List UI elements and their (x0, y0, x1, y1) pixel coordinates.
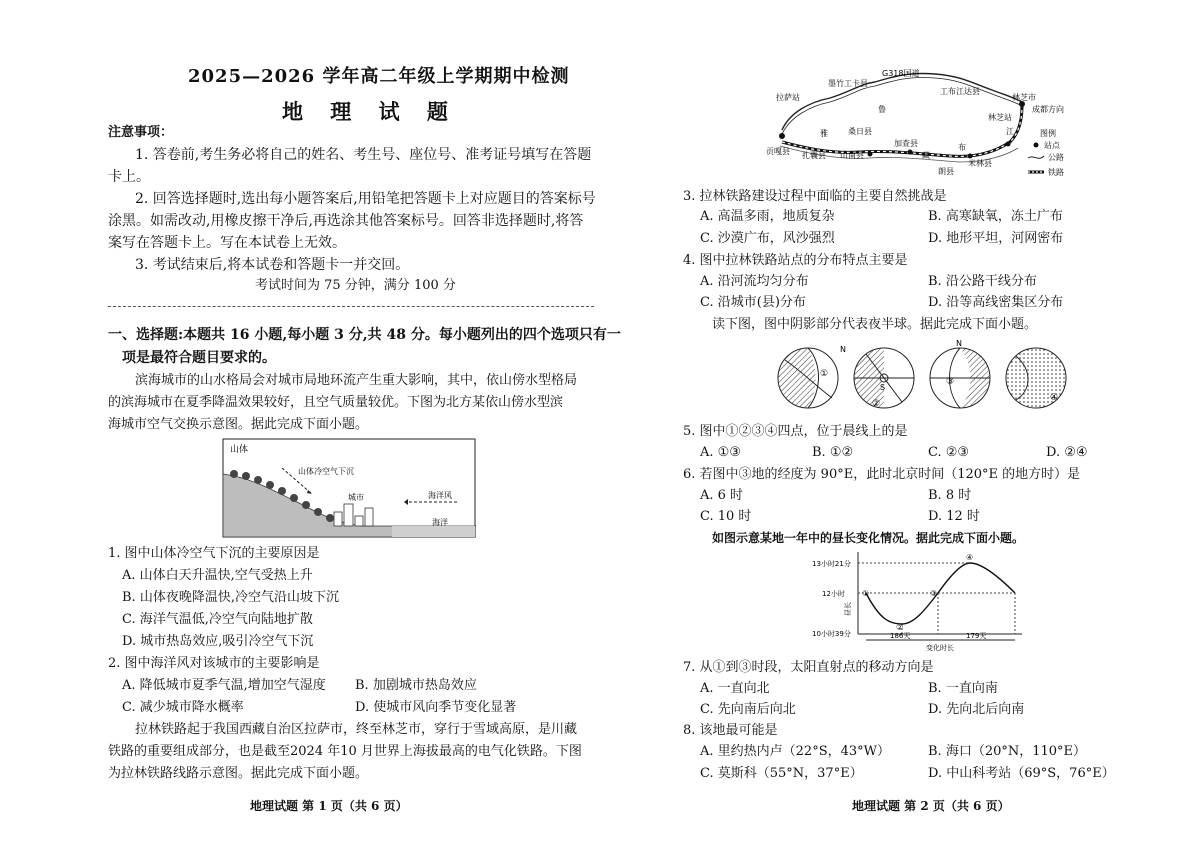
notice-line: 案写在答题卡上。写在本试卷上无效。 (108, 235, 346, 251)
map-label-linzhi-station: 林芝站 (988, 113, 1012, 122)
map-label-zhanang: 扎囊县 (802, 151, 826, 160)
q1-option-b: B. 山体夜晚降温快,冷空气沿山坡下沉 (122, 590, 339, 605)
divider (108, 306, 594, 307)
q6-option-b: B. 8 时 (928, 488, 972, 503)
q3-option-d: D. 地形平坦，河网密布 (928, 231, 1064, 246)
q1-option-a: A. 山体白天升温快,空气受热上升 (122, 568, 313, 583)
notice-heading: 注意事项： (108, 125, 174, 140)
intro-paragraph: 滨海城市的山水格局会对城市局地环流产生重大影响，其中，依山傍水型格局 (135, 373, 578, 388)
globe-n-label: N (956, 340, 962, 348)
map-label-gongbu: 工布江达县 (940, 87, 980, 96)
map-label-shannan: 山南县 (840, 151, 864, 160)
notice-line: 1. 答卷前,考生务必将自己的姓名、考生号、座位号、准考证号填写在答题 (135, 147, 592, 163)
notice-line: 卡上。 (108, 169, 150, 185)
exam-title: 2025—2026 学年高二年级上学期期中检测 (188, 66, 570, 87)
q8-option-b: B. 海口（20°N，110°E） (928, 744, 1087, 759)
intro-paragraph: 读下图，图中阴影部分代表夜半球。据此完成下面小题。 (712, 317, 1038, 332)
q8-option-d: D. 中山科考站（69°S，76°E） (928, 766, 1115, 781)
point-2-label: ② (896, 623, 904, 632)
globe-point-1: ① (820, 369, 829, 379)
intro-paragraph: 铁路的重要组成部分，也是截至2024 年10 月世界上海拔最高的电气化铁路。下图 (108, 744, 582, 759)
notice-line: 3. 考试结束后,将本试卷和答题卡一并交回。 (135, 257, 410, 273)
legend-road: 公路 (1048, 153, 1064, 162)
notice-line: 涂黑。如需改动,用橡皮擦干净后,再选涂其他答案标号。回答非选择题时,将答 (108, 213, 584, 229)
q7-option-b: B. 一直向南 (928, 681, 998, 696)
globe-point-3: ③ (946, 377, 955, 387)
map-label-bu: 布 (958, 143, 966, 152)
globe-point-2: ② (872, 399, 881, 409)
globe-2 (854, 348, 914, 409)
point-1-label: ① (862, 589, 870, 598)
mountain-label: 山体 (230, 445, 249, 455)
legend-station-icon (1034, 143, 1039, 148)
q5-option-c: C. ②③ (928, 445, 970, 460)
q5-option-b: B. ①② (812, 445, 854, 460)
point-4-label: ④ (966, 553, 974, 562)
notice-line: 2. 回答选择题时,选出每小题答案后,用铅笔把答题卡上对应题目的答案标号 (135, 191, 596, 207)
q3-option-c: C. 沙漠广布，风沙强烈 (700, 231, 835, 246)
q4-option-d: D. 沿等高线密集区分布 (928, 295, 1064, 310)
globe-s-label: S (880, 383, 886, 392)
q7-option-c: C. 先向南后向北 (700, 702, 796, 717)
ocean-label: 海洋 (432, 518, 448, 527)
map-label-lu: 鲁 (878, 105, 886, 114)
question-6: 6. 若图中③地的经度为 90°E，此时北京时间（120°E 的地方时）是 (683, 467, 1081, 482)
legend-station: 站点 (1044, 141, 1060, 150)
map-label-jiacha: 加查县 (894, 139, 918, 148)
question-8: 8. 该地最可能是 (683, 723, 778, 738)
page-footer: 地理试题 第 1 页（共 6 页） (250, 799, 408, 813)
subject-title: 地 理 试 题 (282, 100, 458, 124)
intro-paragraph: 的滨海城市在夏季降温效果较好，且空气质量较优。下图为北方某依山傍水型滨 (108, 395, 564, 410)
map-label-g318: G318国道 (882, 69, 920, 78)
q2-option-c: C. 减少城市降水概率 (122, 700, 244, 715)
intro-paragraph: 海城市空气交换示意图。据此完成下面小题。 (108, 417, 369, 432)
legend-title: 图例 (1040, 129, 1056, 138)
q5-option-a: A. ①③ (700, 445, 741, 460)
point-3-label: ③ (930, 589, 938, 598)
globe-4 (1006, 348, 1066, 408)
seawind-label: 海洋风 (428, 491, 452, 500)
map-label-linzhi: 林芝市 (1012, 93, 1036, 102)
q3-option-a: A. 高温多雨，地质复杂 (700, 209, 835, 224)
q5-option-d: D. ②④ (1046, 445, 1088, 460)
q6-option-d: D. 12 时 (928, 509, 980, 524)
intro-paragraph: 为拉林铁路线路示意图。据此完成下面小题。 (108, 766, 369, 781)
map-label-milin: 米林县 (968, 159, 992, 168)
sink-label: 山体冷空气下沉 (298, 467, 354, 476)
map-label-langxian: 朗县 (938, 167, 954, 176)
railway-map (760, 62, 1080, 182)
ytick-max: 13小时21分 (812, 560, 851, 568)
map-label-gongga: 贡嘎县 (766, 147, 790, 156)
section-heading: 一、选择题:本题共 16 小题,每小题 3 分,共 48 分。每小题列出的四个选项只有一 (108, 327, 621, 343)
question-3: 3. 拉林铁路建设过程中面临的主要自然挑战是 (683, 189, 947, 204)
q7-option-a: A. 一直向北 (700, 681, 770, 696)
exam-time: 考试时间为 75 分钟，满分 100 分 (255, 278, 456, 293)
question-1: 1. 图中山体冷空气下沉的主要原因是 (108, 546, 320, 561)
q6-option-a: A. 6 时 (700, 488, 744, 503)
q2-option-a: A. 降低城市夏季气温,增加空气湿度 (122, 678, 326, 693)
q8-option-c: C. 莫斯科（55°N，37°E） (700, 766, 863, 781)
q4-option-b: B. 沿公路干线分布 (928, 274, 1037, 289)
map-label-sangri: 桑日县 (848, 127, 872, 136)
question-7: 7. 从①到③时段，太阳直射点的移动方向是 (683, 660, 934, 675)
ytick-min: 10小时39分 (812, 630, 851, 638)
q6-option-c: C. 10 时 (700, 509, 752, 524)
map-label-mozhu: 墨竹工卡县 (828, 79, 868, 88)
question-5: 5. 图中①②③④四点，位于晨线上的是 (683, 424, 908, 439)
question-2: 2. 图中海洋风对该城市的主要影响是 (108, 656, 320, 671)
map-label-jiang: 江 (1006, 127, 1014, 136)
q8-option-a: A. 里约热内卢（22°S，43°W） (700, 744, 891, 759)
city-label: 城市 (348, 493, 364, 502)
q1-option-d: D. 城市热岛效应,吸引冷空气下沉 (122, 634, 314, 649)
question-4: 4. 图中拉林铁路站点的分布特点主要是 (683, 253, 908, 268)
span-1-label: 186天 (890, 632, 911, 640)
q3-option-b: B. 高寒缺氧，冻土广布 (928, 209, 1063, 224)
q4-option-a: A. 沿河流均匀分布 (700, 274, 809, 289)
map-label-chengdu: 成都方向 (1032, 105, 1064, 114)
page-footer: 地理试题 第 2 页（共 6 页） (852, 799, 1010, 813)
span-2-label: 179天 (966, 632, 987, 640)
legend-rail: 铁路 (1048, 168, 1064, 177)
globes-figure (770, 340, 1090, 416)
y-axis-label: 昼长 (844, 602, 852, 616)
intro-paragraph: 拉林铁路起于我国西藏自治区拉萨市，终至林芝市，穿行于雪域高原，是川藏 (135, 722, 578, 737)
section-heading-cont: 项是最符合题目要求的。 (122, 350, 276, 366)
x-axis-label: 变化时长 (926, 644, 954, 652)
ytick-mid: 12小时 (822, 590, 845, 598)
globe-3 (930, 340, 990, 408)
intro-paragraph: 如图示意某地一年中的昼长变化情况。据此完成下面小题。 (712, 531, 1025, 545)
q2-option-d: D. 使城市风向季节变化显著 (355, 700, 517, 715)
q2-option-b: B. 加剧城市热岛效应 (355, 678, 477, 693)
globe-n-label: N (840, 345, 846, 354)
daylength-chart (810, 550, 1030, 652)
map-label-ya: 雅 (820, 129, 828, 138)
legend-road-icon (1028, 156, 1044, 158)
globe-point-4: ④ (1050, 393, 1059, 403)
air-exchange-figure (222, 438, 476, 538)
q7-option-d: D. 先向北后向南 (928, 702, 1025, 717)
q1-option-c: C. 海洋气温低,冷空气向陆地扩散 (122, 612, 313, 627)
map-label-zang: 藏 (922, 151, 930, 160)
globe-1 (778, 345, 846, 408)
map-label-lhasa: 拉萨站 (776, 93, 800, 102)
q4-option-c: C. 沿城市(县)分布 (700, 295, 806, 310)
daylength-curve (866, 563, 1015, 624)
